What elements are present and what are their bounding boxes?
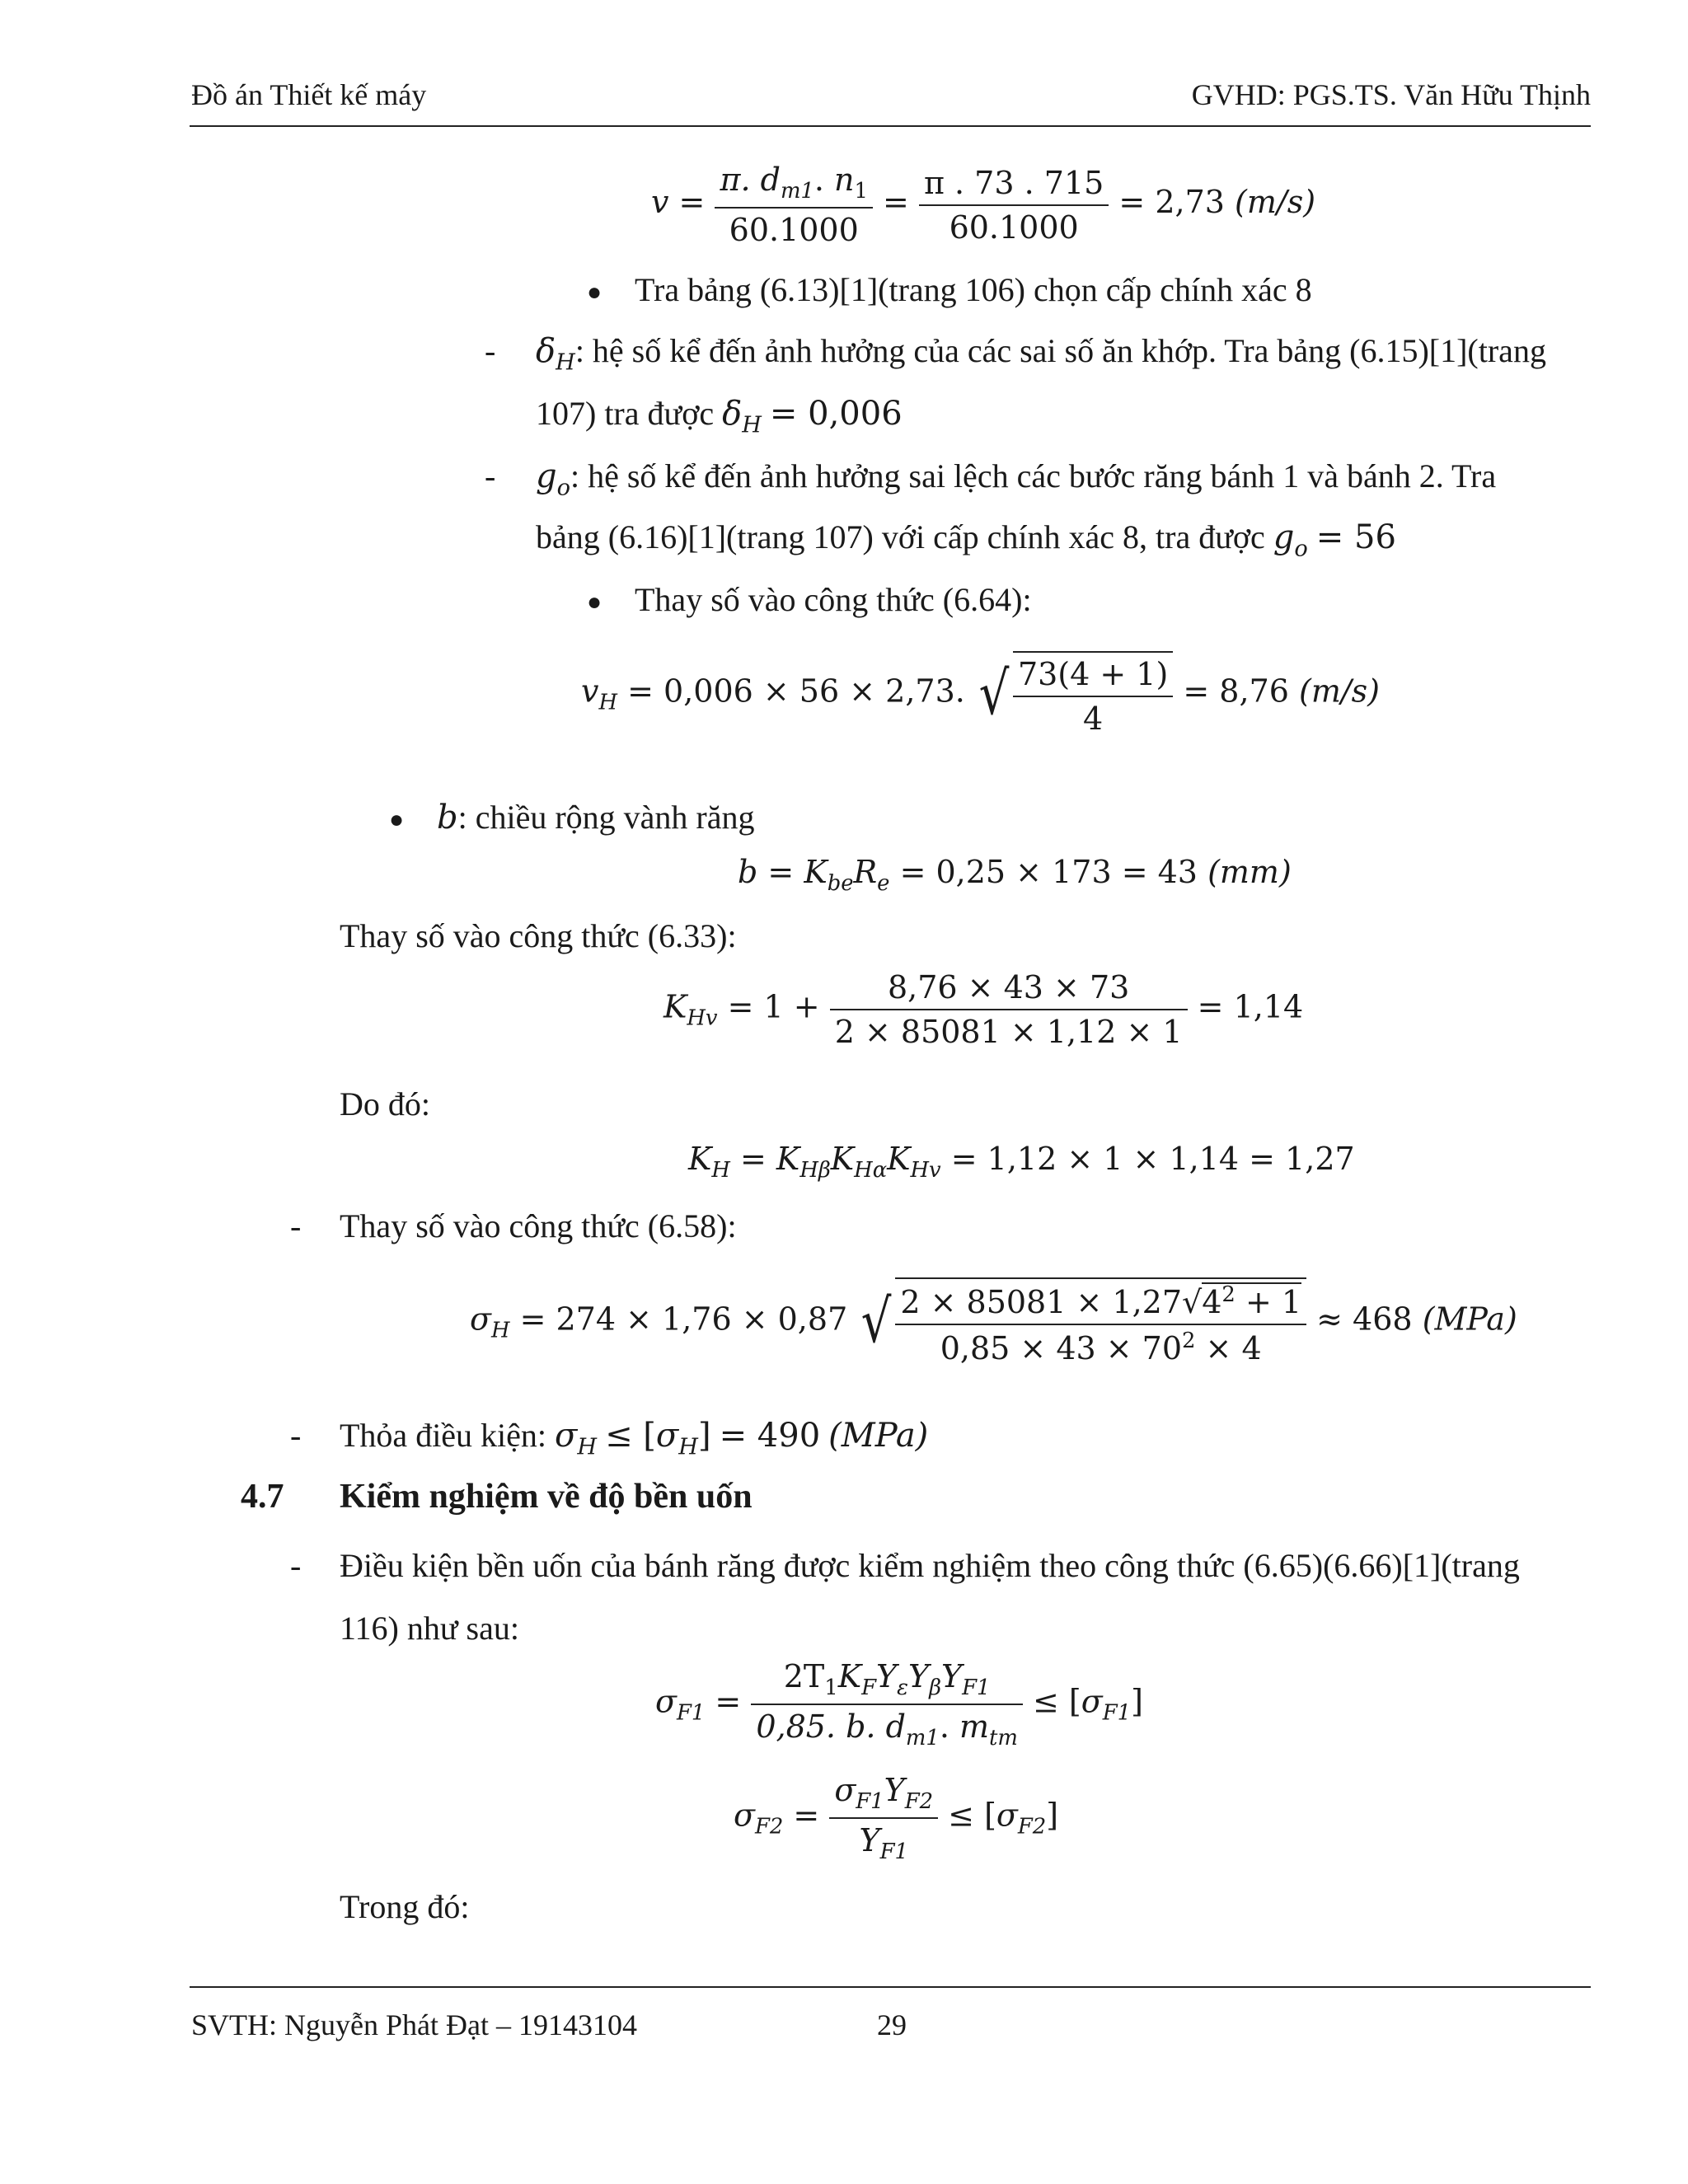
go-value: = 56 (1315, 518, 1396, 556)
sigmaH-result: ≈ 468 (1316, 1301, 1413, 1338)
delta-text2: 107) tra được (536, 395, 715, 432)
delta-text1: : hệ số kể đến ảnh hưởng của các sai số ăn khớp. Tra bảng (6.15)[1](trang (574, 332, 1546, 369)
thoa-text: Thỏa điều kiện: (340, 1417, 547, 1454)
dash-icon: - (485, 332, 496, 369)
sigmaH-num: 2 × 85081 × 1,27 (900, 1284, 1183, 1321)
text-tra-bang: Tra bảng (6.13)[1](trang 106) chọn cấp chính xác 8 (635, 271, 1312, 308)
KH-rhs: = 1,12 × 1 × 1,14 = 1,27 (950, 1141, 1355, 1177)
text-trong-do: Trong đó: (340, 1888, 470, 1925)
v-num1: π. d (720, 162, 781, 198)
sF1-num-lead: 2T (783, 1658, 825, 1694)
sigmaH-cond: = 490 (719, 1417, 821, 1455)
text-thay-so-664: Thay số vào công thức (6.64): (635, 581, 1032, 618)
footer-left: SVTH: Nguyễn Phát Đạt – 19143104 (191, 2008, 637, 2041)
v-den2: 60.1000 (949, 209, 1079, 246)
dash-icon: - (290, 1417, 302, 1454)
delta-paragraph-line2: 107) tra được $\delta_H = 0,006$ (536, 395, 903, 438)
go-paragraph-line1: $g_o$: hệ số kể đến ảnh hưởng sai lệch các bước răng bánh 1 và bánh 2. Tra (536, 457, 1497, 501)
equation-sigmaF2: $\sigma_{F2}$ = $\frac{\sigma_{F1}Y_{F2}}{Y_{F1}}$ ≤ $[\sigma_{F2}]$ (734, 1772, 1059, 1865)
v-num2: π . 73 . 715 (919, 165, 1109, 206)
go-text2: bảng (6.16)[1](trang 107) với cấp chính xác 8, tra được (536, 518, 1265, 555)
equation-b: $b = K_{be}R_e = 0,25 \times 173 = 43$ (mm) (738, 854, 1292, 897)
text-thay-so-658: Thay số vào công thức (6.58): (340, 1207, 737, 1244)
vH-result: = 8,76 (1183, 673, 1289, 710)
delta-value: = 0,006 (769, 395, 903, 433)
section-number: 4.7 (241, 1478, 284, 1516)
footer-rule (190, 1986, 1591, 1988)
sigmaH-unit: (MPa) (1422, 1301, 1517, 1338)
text-dieu-kien-line1: Điều kiện bền uốn của bánh răng được kiểm nghiệm theo công thức (6.65)(6.66)[1](trang (340, 1547, 1520, 1584)
KHv-num: 8,76 × 43 × 73 (830, 969, 1188, 1010)
dash-icon: - (290, 1547, 302, 1584)
b-text: : chiều rộng vành răng (457, 799, 755, 836)
vH-unit: (m/s) (1299, 673, 1381, 710)
text-dieu-kien-line2: 116) như sau: (340, 1610, 519, 1647)
KHv-den: 2 × 85081 × 1,12 × 1 (834, 1014, 1183, 1050)
vH-rad-num: 73(4 + 1) (1013, 656, 1173, 697)
bullet-icon: ● (587, 279, 603, 306)
sF1-den: 0,85. b. d (756, 1708, 906, 1746)
go-text1: : hệ số kể đến ảnh hưởng sai lệch các bước răng bánh 1 và bánh 2. Tra (570, 457, 1497, 494)
delta-paragraph-line1: $\delta_H$: hệ số kể đến ảnh hưởng của các sai số ăn khớp. Tra bảng (6.15)[1](trang (536, 332, 1546, 376)
go-paragraph-line2: bảng (6.16)[1](trang 107) với cấp chính xác 8, tra được $g_o = 56$ (536, 518, 1396, 562)
sigmaH-den: 0,85 × 43 × 70 (940, 1330, 1183, 1367)
KHv-result: = 1,14 (1197, 988, 1304, 1025)
equation-KHv: $K_{Hv} = 1$ + $\frac{8,76 \times 43 \times 73}{2 \times 85081 \times 1,12 \times 1}$ = 1,14 (663, 969, 1304, 1050)
v-unit: (m/s) (1235, 184, 1316, 221)
bullet-icon: ● (587, 588, 603, 616)
equation-sigmaH: $\sigma_H = 274 \times 1,76 \times 0,87$ √ $\frac{2 \times 85081 \times 1,27√4^2 + 1}{0,85 \times 43 \times 70^2 \times 4}$ ≈ 468 (MPa) (470, 1277, 1517, 1366)
dash-icon: - (485, 457, 496, 494)
sigmaH-lhs: = 274 × 1,76 × 0,87 (519, 1301, 848, 1338)
equation-vH: $v_H = 0,006 \times 56 \times 2,73$. √ $\frac{73(4 + 1)}{4}$ = 8,76 (m/s) (581, 651, 1380, 737)
text-thay-so-633: Thay số vào công thức (6.33): (340, 917, 737, 954)
b-unit: (mm) (1207, 854, 1292, 890)
b-rhs: = 0,25 × 173 = 43 (899, 854, 1198, 890)
bullet-icon: ● (389, 806, 405, 833)
equation-v: v = $\frac{\pi. d_{m1}. n_1}{60.1000}$ = $\frac{\pi . 73 . 715}{60.1000}$ = 2,73 (m/s) (651, 162, 1316, 249)
equation-sigmaF1: $\sigma_{F1}$ = $\frac{2T_1K_FY_\varepsilon Y_\beta Y_{F1}}{0,85. b. d_{m1}. m_{tm}}$ ≤ $[\sigma_{F1}]$ (655, 1658, 1143, 1751)
cond-unit: (MPa) (828, 1417, 929, 1455)
header-left: Đồ án Thiết kế máy (191, 78, 427, 111)
KHv-lhs: = 1 + (727, 988, 820, 1025)
header-rule (190, 125, 1591, 127)
header-right: GVHD: PGS.TS. Văn Hữu Thịnh (1191, 78, 1591, 111)
page-number: 29 (877, 2008, 907, 2041)
equation-KH: $K_H = K_{H\beta}K_{H\alpha}K_{Hv} = 1,12 \times 1 \times 1,14 = 1,27$ (688, 1141, 1355, 1183)
dash-icon: - (290, 1207, 302, 1244)
section-title: Kiểm nghiệm về độ bền uốn (340, 1478, 753, 1516)
vH-lhs: = 0,006 × 56 × 2,73. (627, 673, 965, 710)
text-thoa-dieu-kien: Thỏa điều kiện: $\sigma_H \le [\sigma_H] = 490$ (MPa) (340, 1417, 929, 1460)
vH-rad-den: 4 (1083, 701, 1104, 737)
v-result: = 2,73 (1118, 184, 1225, 221)
v-den1: 60.1000 (729, 212, 859, 249)
text-do-do: Do đó: (340, 1085, 430, 1122)
text-b: b: chiều rộng vành răng (437, 799, 755, 837)
